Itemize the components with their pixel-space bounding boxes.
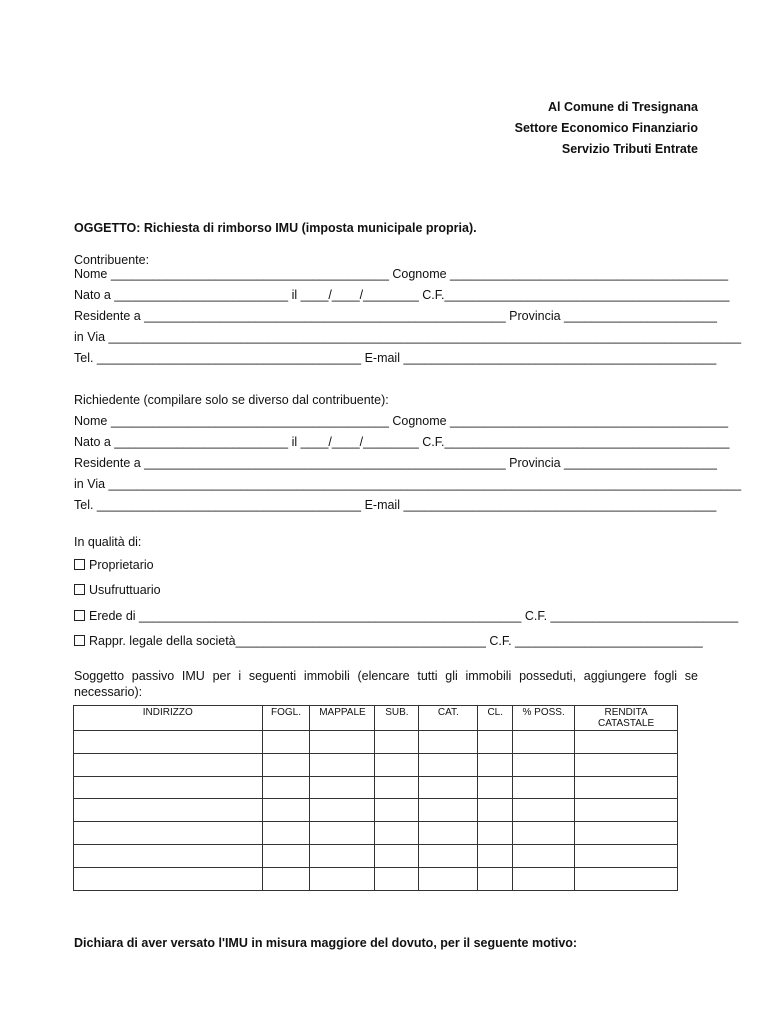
option-proprietario-label: Proprietario — [89, 558, 154, 572]
table-cell[interactable] — [375, 799, 419, 822]
table-cell[interactable] — [513, 867, 575, 890]
table-row — [74, 776, 678, 799]
table-cell[interactable] — [575, 731, 678, 754]
table-cell[interactable] — [513, 822, 575, 845]
table-cell[interactable] — [375, 822, 419, 845]
table-cell[interactable] — [478, 753, 513, 776]
table-cell[interactable] — [513, 844, 575, 867]
table-cell[interactable] — [74, 753, 263, 776]
table-cell[interactable] — [310, 799, 375, 822]
table-cell[interactable] — [575, 822, 678, 845]
table-cell[interactable] — [310, 776, 375, 799]
col-header: CAT. — [419, 706, 478, 731]
table-row — [74, 867, 678, 890]
table-header-row — [74, 706, 678, 731]
table-cell[interactable] — [375, 776, 419, 799]
immobili-table — [73, 705, 678, 891]
col-header: FOGL. — [262, 706, 310, 731]
table-cell[interactable] — [310, 731, 375, 754]
option-usufruttuario[interactable] — [74, 583, 161, 597]
table-cell[interactable] — [375, 844, 419, 867]
checkbox-icon[interactable] — [74, 635, 85, 646]
table-cell[interactable] — [262, 731, 310, 754]
col-header: INDIRIZZO — [74, 706, 263, 731]
table-cell[interactable] — [74, 822, 263, 845]
table-cell[interactable] — [478, 844, 513, 867]
option-usufruttuario-label: Usufruttuario — [89, 583, 161, 597]
table-cell[interactable] — [262, 776, 310, 799]
table-row — [74, 753, 678, 776]
table-cell[interactable] — [310, 822, 375, 845]
table-cell[interactable] — [419, 844, 478, 867]
col-header: % POSS. — [513, 706, 575, 731]
subject-line: OGGETTO: Richiesta di rimborso IMU (imposta municipale propria). — [74, 221, 477, 235]
recipient-line-1: Al Comune di Tresignana — [547, 100, 698, 114]
qualita-heading: In qualità di: — [74, 535, 142, 549]
contribuente-via-field[interactable]: in Via ___________________________________________________________________________________________ — [74, 330, 742, 344]
recipient-line-2: Settore Economico Finanziario — [514, 121, 698, 135]
table-cell[interactable] — [74, 731, 263, 754]
table-cell[interactable] — [513, 799, 575, 822]
table-cell[interactable] — [262, 867, 310, 890]
contribuente-nome-field[interactable]: Nome ________________________________________ Cognome ________________________________________ — [74, 267, 729, 281]
option-rappr-label: Rappr. legale della società____________________________________ C.F. ___________________________ — [89, 634, 703, 648]
table-cell[interactable] — [74, 776, 263, 799]
table-cell[interactable] — [262, 753, 310, 776]
table-cell[interactable] — [74, 867, 263, 890]
table-cell[interactable] — [513, 776, 575, 799]
table-cell[interactable] — [478, 799, 513, 822]
table-cell[interactable] — [310, 753, 375, 776]
table-cell[interactable] — [419, 799, 478, 822]
richiedente-heading: Richiedente (compilare solo se diverso dal contribuente): — [74, 393, 389, 407]
contribuente-residente-field[interactable]: Residente a ____________________________________________________ Provincia ______________________ — [74, 309, 717, 323]
table-cell[interactable] — [262, 844, 310, 867]
table-cell[interactable] — [575, 799, 678, 822]
contribuente-nato-field[interactable]: Nato a _________________________ il ____/____/________ C.F._________________________________________ — [74, 288, 730, 302]
table-cell[interactable] — [262, 799, 310, 822]
table-cell[interactable] — [375, 731, 419, 754]
table-cell[interactable] — [262, 822, 310, 845]
table-cell[interactable] — [419, 867, 478, 890]
table-cell[interactable] — [419, 822, 478, 845]
richiedente-via-field[interactable]: in Via ___________________________________________________________________________________________ — [74, 477, 742, 491]
col-header: MAPPALE — [310, 706, 375, 731]
checkbox-icon[interactable] — [74, 610, 85, 621]
soggetto-paragraph: Soggetto passivo IMU per i seguenti immobili (elencare tutti gli immobili posseduti, aggiungere fogli se necessario): — [74, 669, 698, 699]
table-cell[interactable] — [575, 844, 678, 867]
table-cell[interactable] — [419, 776, 478, 799]
table-cell[interactable] — [575, 867, 678, 890]
recipient-line-3: Servizio Tributi Entrate — [561, 142, 698, 156]
option-erede-label: Erede di _______________________________________________________ C.F. ___________________________ — [89, 609, 739, 623]
table-row — [74, 799, 678, 822]
dichiara-line: Dichiara di aver versato l'IMU in misura maggiore del dovuto, per il seguente motivo: — [74, 936, 578, 950]
table-row — [74, 844, 678, 867]
table-cell[interactable] — [310, 844, 375, 867]
checkbox-icon[interactable] — [74, 584, 85, 595]
table-row — [74, 731, 678, 754]
table-cell[interactable] — [478, 776, 513, 799]
contribuente-tel-field[interactable]: Tel. ______________________________________ E-mail _____________________________________________ — [74, 351, 717, 365]
table-cell[interactable] — [74, 844, 263, 867]
table-cell[interactable] — [478, 731, 513, 754]
option-erede[interactable] — [74, 609, 738, 623]
richiedente-tel-field[interactable]: Tel. ______________________________________ E-mail _____________________________________________ — [74, 498, 717, 512]
table-cell[interactable] — [74, 799, 263, 822]
option-rappr-legale[interactable] — [74, 634, 703, 648]
richiedente-nome-field[interactable]: Nome ________________________________________ Cognome ________________________________________ — [74, 414, 729, 428]
col-header: CL. — [478, 706, 513, 731]
table-cell[interactable] — [513, 753, 575, 776]
table-cell[interactable] — [375, 753, 419, 776]
richiedente-nato-field[interactable]: Nato a _________________________ il ____/____/________ C.F._________________________________________ — [74, 435, 730, 449]
table-cell[interactable] — [478, 822, 513, 845]
table-cell[interactable] — [419, 731, 478, 754]
table-cell[interactable] — [310, 867, 375, 890]
col-header: SUB. — [375, 706, 419, 731]
option-proprietario[interactable] — [74, 558, 154, 572]
col-header: RENDITA CATASTALE — [575, 706, 678, 731]
table-row — [74, 822, 678, 845]
table-cell[interactable] — [575, 776, 678, 799]
table-cell[interactable] — [575, 753, 678, 776]
table-cell[interactable] — [419, 753, 478, 776]
table-cell[interactable] — [478, 867, 513, 890]
richiedente-residente-field[interactable]: Residente a ____________________________________________________ Provincia ______________________ — [74, 456, 717, 470]
contribuente-heading: Contribuente: — [74, 253, 150, 267]
table-cell[interactable] — [375, 867, 419, 890]
checkbox-icon[interactable] — [74, 559, 85, 570]
table-cell[interactable] — [513, 731, 575, 754]
